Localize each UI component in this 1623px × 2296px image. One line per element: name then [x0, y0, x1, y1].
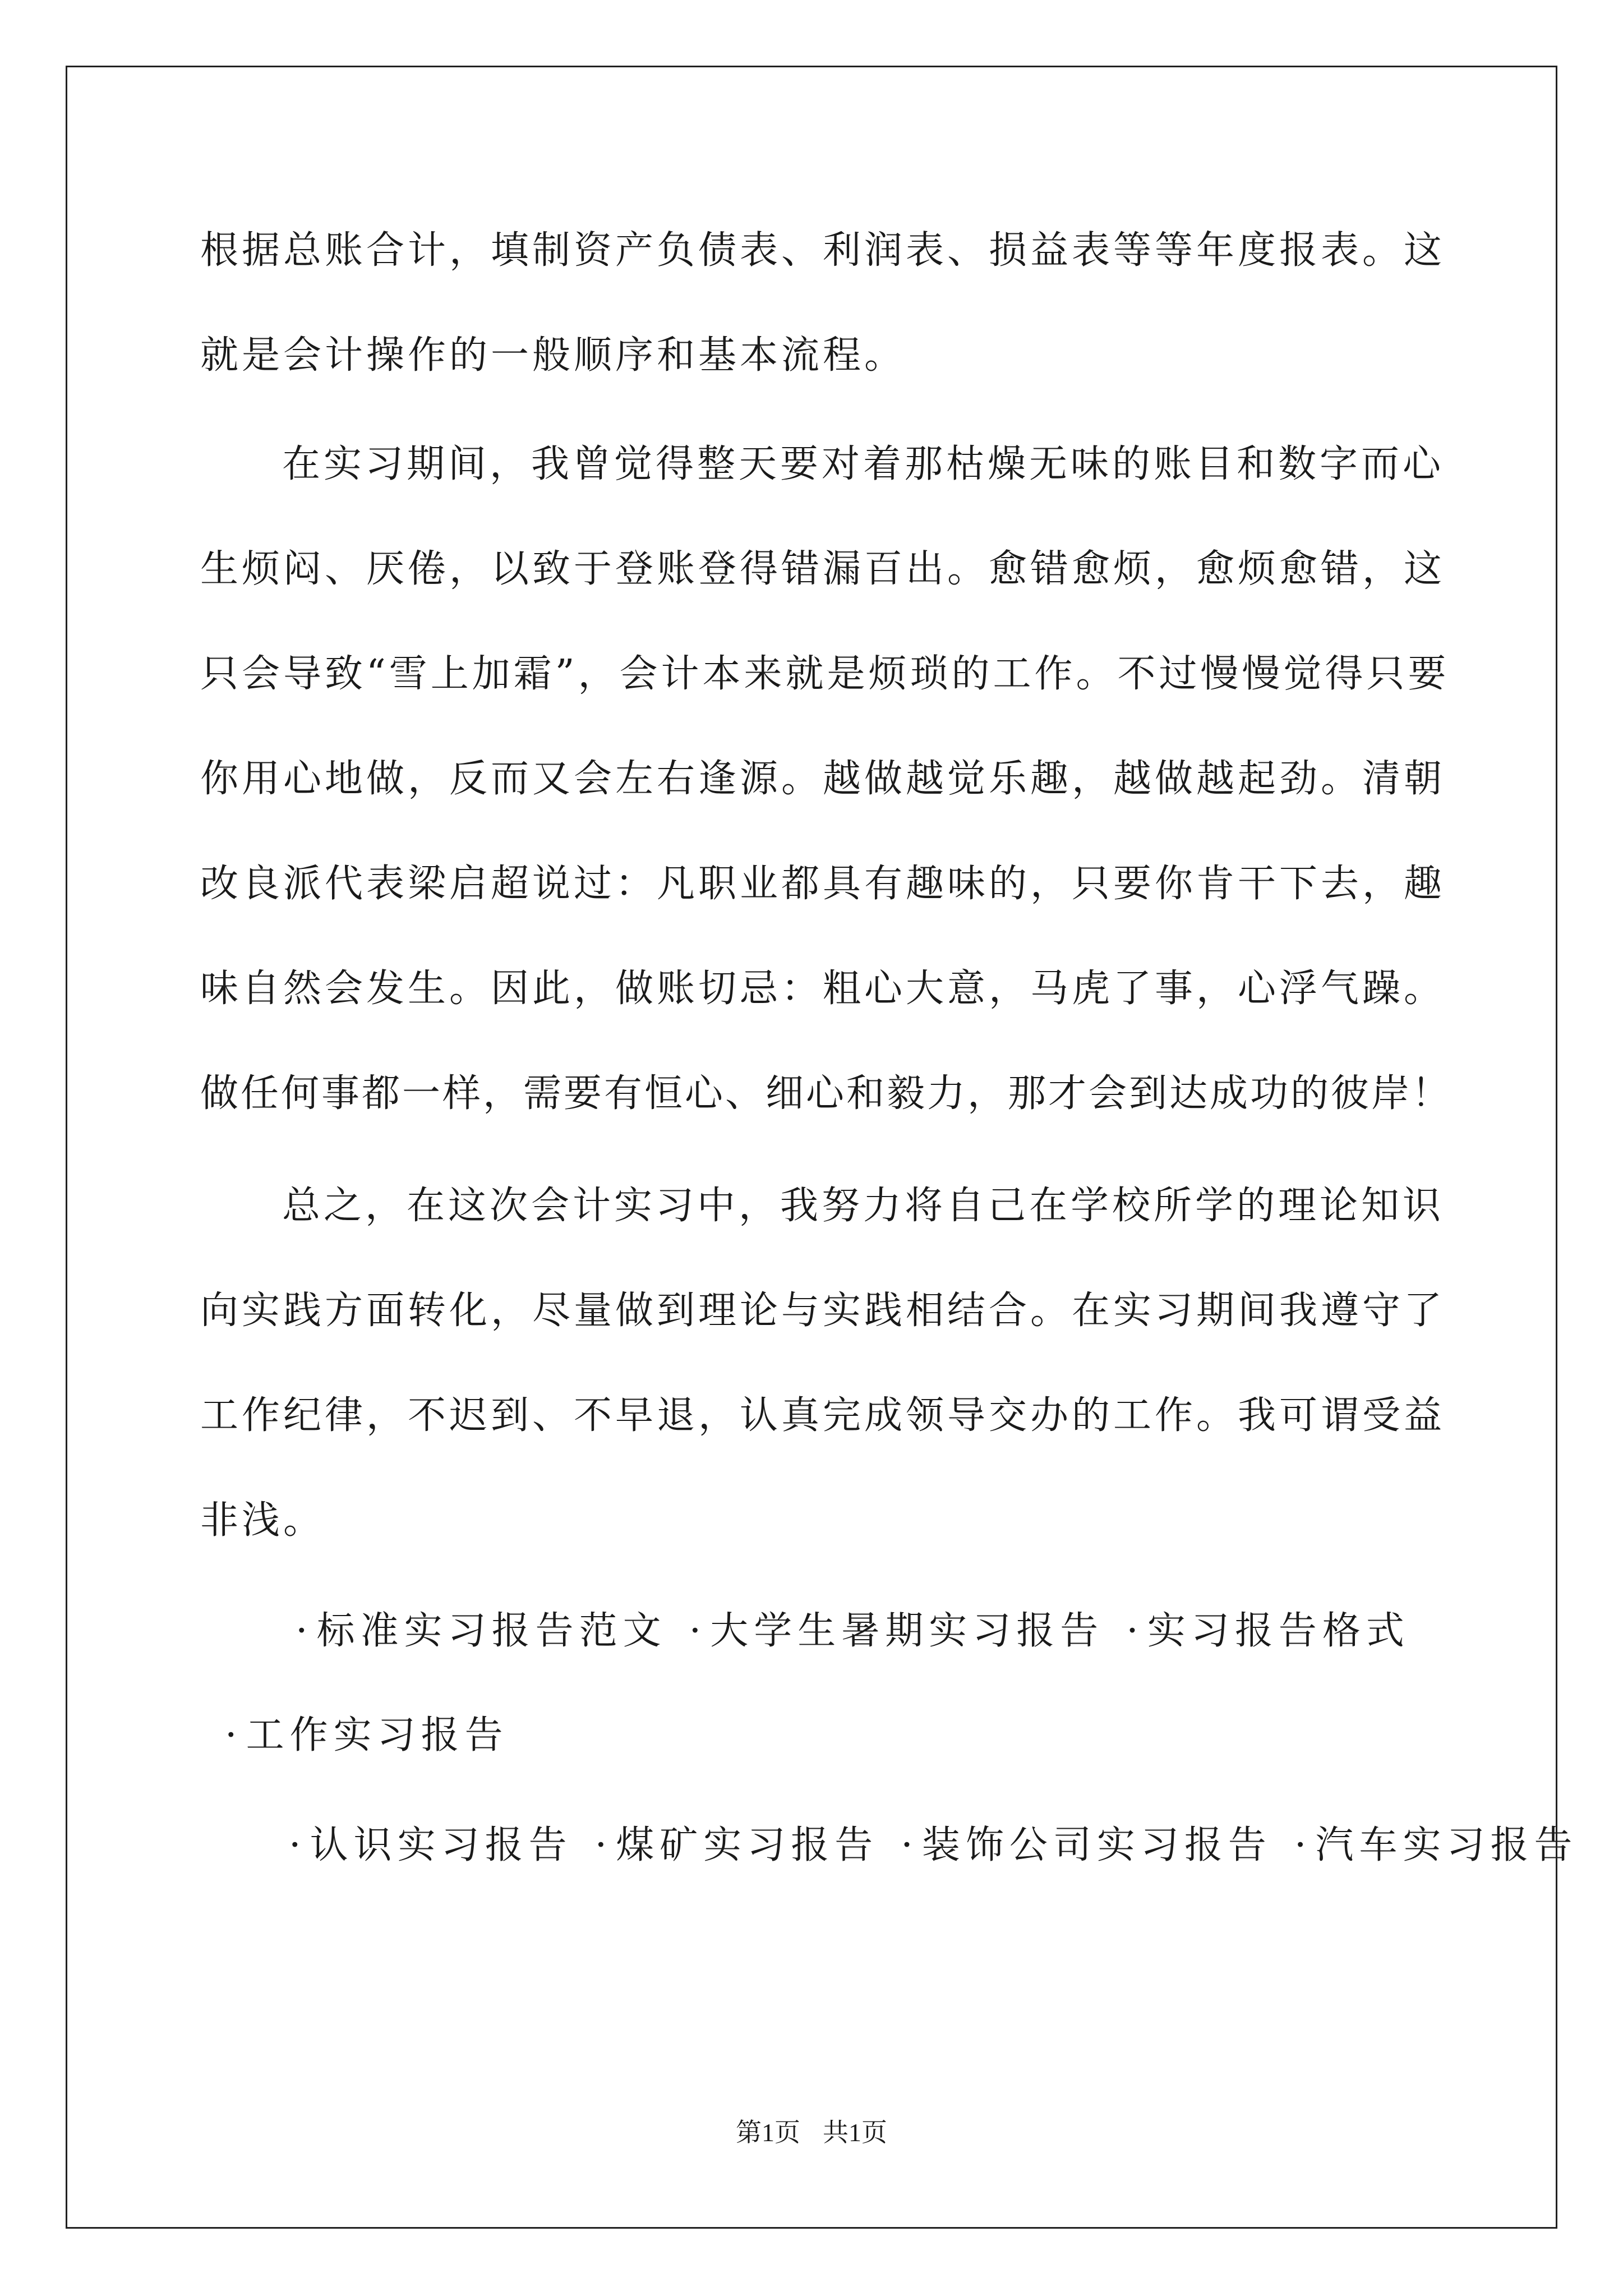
paragraph-1-line-1: 根据总账合计，填制资产负债表、利润表、损益表等等年度报表。这 — [200, 228, 1446, 273]
paragraph-3-line-4: 非浅。 — [200, 1498, 325, 1543]
related-links-group-2 — [200, 1793, 1578, 1898]
link-automobile-internship-report[interactable]: ·汽车实习报告 — [1294, 1823, 1578, 1867]
link-summer-internship-report[interactable]: ·大学生暑期实习报告 — [689, 1609, 1104, 1653]
paragraph-3-line-3: 工作纪律，不迟到、不早退，认真完成领导交办的工作。我可谓受益 — [200, 1393, 1446, 1438]
link-work-internship-report[interactable]: ·工作实习报告 — [225, 1713, 509, 1757]
page-number-total: 共1页 — [823, 2118, 887, 2147]
paragraph-2-line-7: 做任何事都一样，需要有恒心、细心和毅力，那才会到达成功的彼岸！ — [200, 1071, 1453, 1116]
paragraph-2-line-6: 味自然会发生。因此，做账切忌：粗心大意，马虎了事，心浮气躁。 — [200, 967, 1446, 1011]
paragraph-1 — [200, 198, 1446, 408]
page-number-current: 第1页 — [736, 2118, 800, 2147]
paragraph-2-line-4: 你用心地做，反而又会左右逢源。越做越觉乐趣，越做越起劲。清朝 — [200, 757, 1446, 801]
related-links-row — [200, 1683, 1445, 1788]
paragraph-3-line-2: 向实践方面转化，尽量做到理论与实践相结合。在实习期间我遵守了 — [200, 1289, 1446, 1333]
paragraph-2-line-2: 生烦闷、厌倦，以致于登账登得错漏百出。愈错愈烦，愈烦愈错，这 — [200, 547, 1446, 591]
page-footer — [0, 2112, 1623, 2149]
paragraph-3-line-1: 总之，在这次会计实习中，我努力将自己在学校所学的理论知识 — [282, 1184, 1445, 1228]
related-links-row — [200, 1793, 1578, 1898]
paragraph-2-line-1: 在实习期间，我曾觉得整天要对着那枯燥无味的账目和数字而心 — [282, 442, 1445, 486]
link-internship-report-format[interactable]: ·实习报告格式 — [1126, 1609, 1410, 1653]
paragraph-2-line-3: 只会导致“雪上加霜”，会计本来就是烦琐的工作。不过慢慢觉得只要 — [200, 652, 1450, 696]
link-cognitive-internship-report[interactable]: ·认识实习报告 — [289, 1823, 573, 1867]
paragraph-1-line-2: 就是会计操作的一般顺序和基本流程。 — [200, 333, 906, 378]
paragraph-2 — [200, 412, 1453, 1146]
link-standard-internship-report[interactable]: ·标准实习报告范文 — [296, 1609, 667, 1653]
link-coal-mine-internship-report[interactable]: ·煤矿实习报告 — [594, 1823, 879, 1867]
related-links-group-1 — [200, 1579, 1445, 1788]
paragraph-3 — [200, 1153, 1446, 1573]
related-links-row — [200, 1579, 1445, 1683]
link-decoration-company-internship-report[interactable]: ·装饰公司实习报告 — [901, 1823, 1272, 1867]
paragraph-2-line-5: 改良派代表梁启超说过：凡职业都具有趣味的，只要你肯干下去，趣 — [200, 862, 1446, 906]
